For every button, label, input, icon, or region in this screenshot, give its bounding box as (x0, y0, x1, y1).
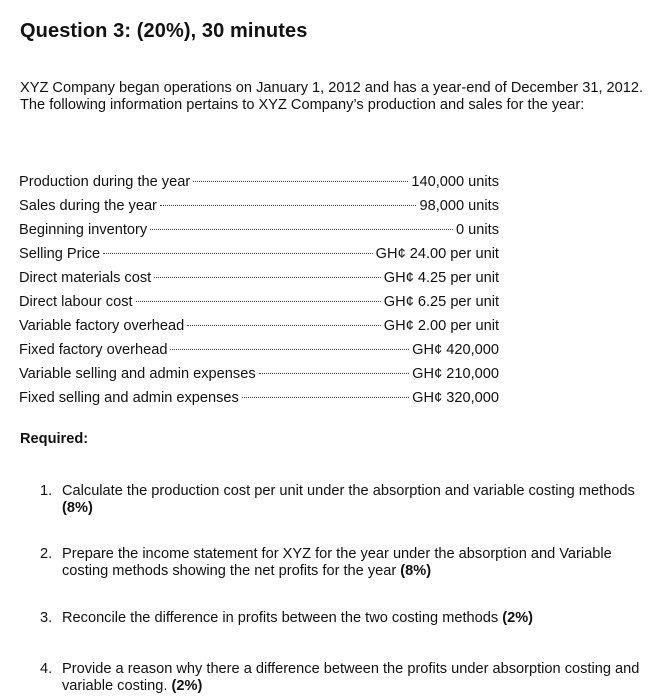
task-text (62, 546, 640, 579)
item-label: Beginning inventory (19, 222, 148, 238)
leader-dots (242, 396, 409, 398)
item-value: GH¢ 320,000 (412, 390, 499, 406)
leader-dots (160, 204, 417, 206)
leader-dots (103, 252, 373, 254)
list-item (19, 218, 499, 242)
item-value: GH¢ 420,000 (412, 342, 499, 358)
required-heading: Required: (20, 431, 89, 447)
list-item (19, 338, 499, 362)
list-item (19, 362, 499, 386)
task-number: 1. (40, 483, 53, 499)
leader-dots (136, 300, 381, 302)
task-item (40, 661, 640, 694)
item-label: Sales during the year (19, 198, 157, 214)
task-text (62, 661, 640, 694)
item-value: GH¢ 24.00 per unit (375, 246, 499, 262)
list-item (19, 242, 499, 266)
task-marks: (8%) (62, 499, 93, 516)
item-value: GH¢ 4.25 per unit (383, 270, 499, 286)
task-number: 2. (40, 546, 53, 562)
task-number: 4. (40, 661, 53, 677)
item-label: Selling Price (19, 246, 101, 262)
task-item (40, 610, 640, 627)
data-list (19, 170, 499, 410)
task-body: Reconcile the difference in profits between the two costing methods (62, 610, 503, 626)
item-label: Direct labour cost (19, 294, 133, 310)
task-body: Provide a reason why there a difference between the profits under absorption costing and variable costing. (62, 661, 640, 694)
task-text (62, 483, 640, 516)
task-marks: (2%) (502, 610, 534, 626)
leader-dots (154, 276, 381, 278)
list-item (19, 290, 499, 314)
list-item (19, 266, 499, 290)
leader-dots (259, 372, 410, 374)
question-title: Question 3: (20%), 30 minutes (20, 20, 308, 42)
list-item (19, 314, 499, 338)
list-item (19, 386, 499, 410)
leader-dots (170, 348, 409, 350)
item-label: Variable selling and admin expenses (19, 366, 256, 382)
task-marks: (8%) (400, 562, 432, 579)
task-body: Calculate the production cost per unit under the absorption and variable costing methods (62, 483, 635, 499)
item-value: 98,000 units (419, 198, 499, 214)
leader-dots (150, 228, 453, 230)
item-value: GH¢ 2.00 per unit (383, 318, 499, 334)
task-item (40, 546, 640, 579)
item-label: Fixed selling and admin expenses (19, 390, 239, 406)
item-value: GH¢ 210,000 (412, 366, 499, 382)
task-item (40, 483, 640, 516)
leader-dots (187, 324, 381, 326)
task-text (62, 610, 640, 627)
leader-dots (193, 180, 408, 182)
list-item (19, 170, 499, 194)
item-value: 0 units (456, 222, 499, 238)
item-label: Direct materials cost (19, 270, 152, 286)
item-label: Variable factory overhead (19, 318, 185, 334)
intro-paragraph: XYZ Company began operations on January 1, 2012 and has a year-end of December 31, 2012. The following information pertains to XYZ Company’s production and sales for the year: (20, 80, 644, 113)
task-number: 3. (40, 610, 53, 626)
item-value: 140,000 units (411, 174, 499, 190)
list-item (19, 194, 499, 218)
item-label: Fixed factory overhead (19, 342, 168, 358)
task-marks: (2%) (171, 677, 203, 694)
item-value: GH¢ 6.25 per unit (383, 294, 499, 310)
item-label: Production during the year (19, 174, 191, 190)
task-body: Prepare the income statement for XYZ for the year under the absorption and Variable costing methods showing the net profits for the year (62, 546, 612, 579)
